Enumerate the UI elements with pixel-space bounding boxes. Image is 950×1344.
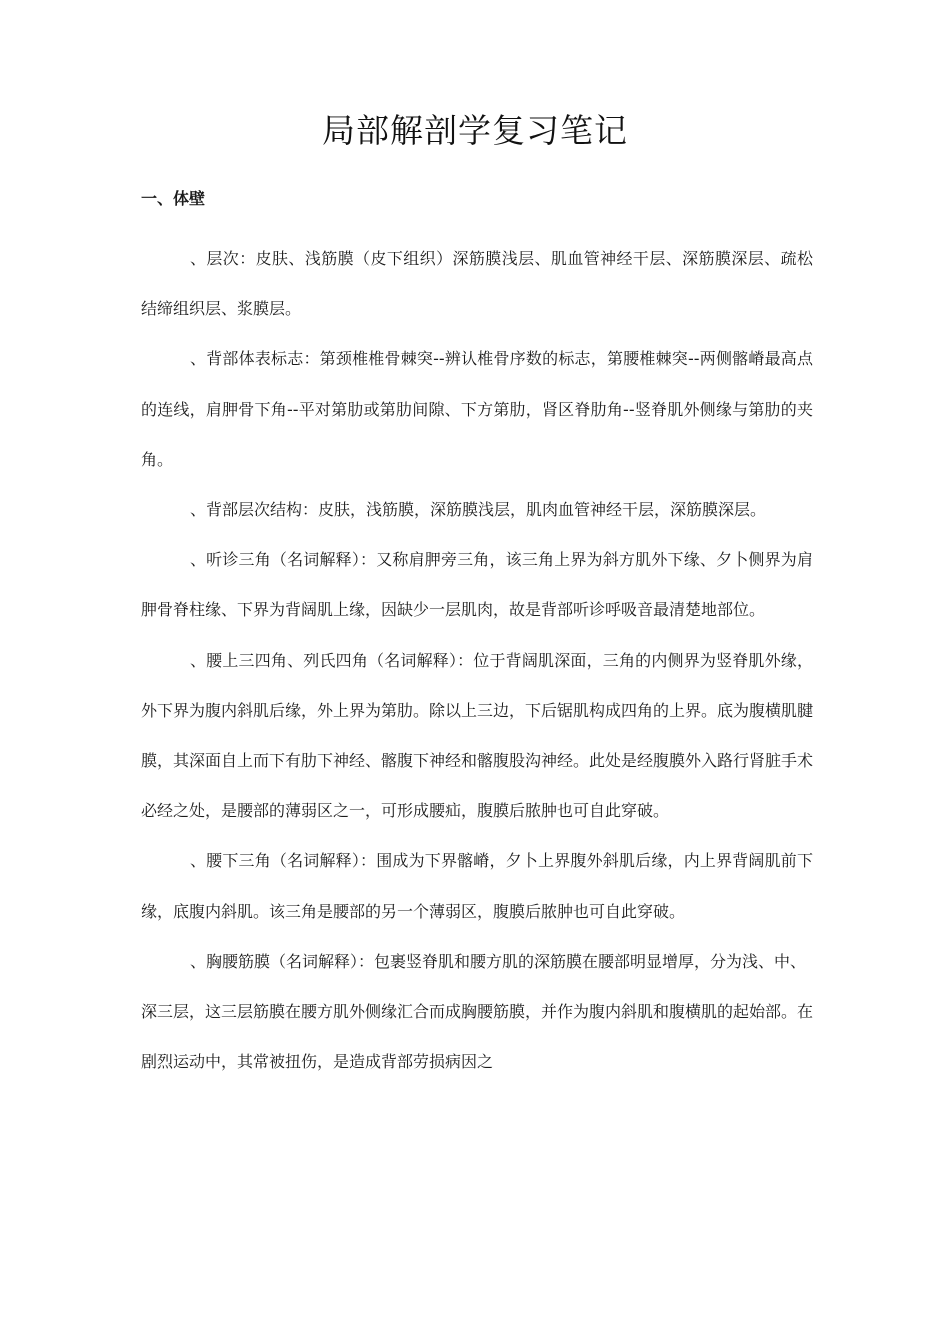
paragraph-auscultation-triangle: 、听诊三角（名词解释）：又称肩胛旁三角，该三角上界为斜方肌外下缘、夕卜侧界为肩胛骨脊柱缘、下界为背阔肌上缘，因缺少一层肌肉，故是背部听诊呼吸音最清楚地部位。	[141, 550, 813, 620]
document-title: 局部解剖学复习笔记	[322, 111, 628, 150]
paragraph-superior-lumbar-triangle: 、腰上三四角、列氏四角（名词解释）：位于背阔肌深面，三角的内侧界为竖脊肌外缘，外下界为腹内斜肌后缘，外上界为第肋。除以上三边，下后锯肌构成四角的上界。底为腹横肌腱膜，其深面自上而下有肋下神经、髂腹下神经和髂腹股沟神经。此处是经腹膜外入路行肾脏手术必经之处，是腰部的薄弱区之一，可形成腰疝，腹膜后脓肿也可自此穿破。	[141, 650, 814, 821]
paragraph-inferior-lumbar-triangle: 、腰下三角（名词解释）：围成为下界髂嵴，夕卜上界腹外斜肌后缘，内上界背阔肌前下缘，底腹内斜肌。该三角是腰部的另一个薄弱区，腹膜后脓肿也可自此穿破。	[141, 851, 813, 921]
paragraph-back-surface-landmarks: 、背部体表标志：第颈椎椎骨棘突--辨认椎骨序数的标志，第腰椎棘突--两侧髂嵴最高点的连线，肩胛骨下角--平对第肋或第肋间隙、下方第肋，肾区脊肋角--竖脊肌外侧缘与第肋的夹角。	[141, 349, 813, 469]
document-body	[141, 234, 813, 1087]
section-heading: 一、体壁	[141, 189, 206, 208]
paragraph-layers: 、层次：皮肤、浅筋膜（皮下组织）深筋膜浅层、肌血管神经干层、深筋膜深层、疏松结缔组织层、浆膜层。	[141, 249, 813, 319]
paragraph-back-layer-structure: 、背部层次结构：皮肤，浅筋膜，深筋膜浅层，肌肉血管神经干层，深筋膜深层。	[190, 500, 767, 520]
paragraph-thoracolumbar-fascia: 、胸腰筋膜（名词解释）：包裹竖脊肌和腰方肌的深筋膜在腰部明显增厚，分为浅、中、深三层，这三层筋膜在腰方肌外侧缘汇合而成胸腰筋膜，并作为腹内斜肌和腹横肌的起始部。在剧烈运动中，其常被扭伤，是造成背部劳损病因之	[141, 951, 814, 1072]
